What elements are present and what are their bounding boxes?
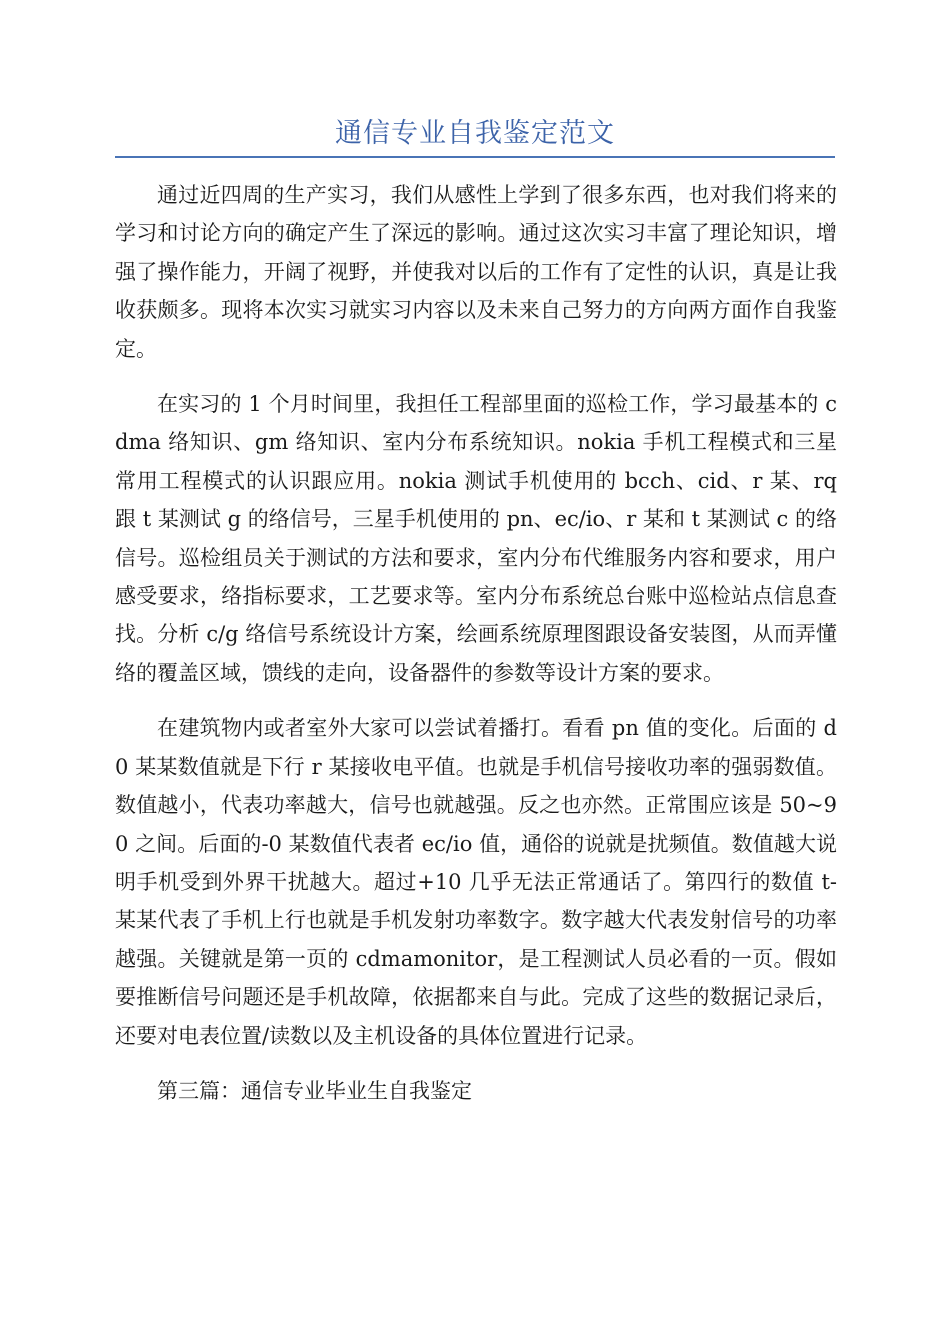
paragraph-signal-testing: 在建筑物内或者室外大家可以尝试着播打。看看 pn 值的变化。后面的 d0 某某数值就是下行 r 某接收电平值。也就是手机信号接收功率的强弱数值。数值越小，代表功率越大，信号也就越强。反之也亦然。正常围应该是 50~90 之间。后面的-0 某数值代表者 ec/io 值，通俗的说就是扰频值。数值越大说明手机受到外界干扰越大。超过+10 几乎无法正常通话了。第四行的数值 t-某某代表了手机上行也就是手机发射功率数字。数字越大代表发射信号的功率越强。关键就是第一页的 cdmamonitor，是工程测试人员必看的一页。假如要推断信号问题还是手机故障，依据都来自与此。完成了这些的数据记录后，还要对电表位置/读数以及主机设备的具体位置进行记录。 — [115, 716, 837, 1048]
paragraph-section-heading: 第三篇：通信专业毕业生自我鉴定 — [157, 1078, 472, 1103]
document-body — [115, 176, 837, 1127]
title-block — [115, 112, 835, 158]
paragraph-intro: 通过近四周的生产实习，我们从感性上学到了很多东西，也对我们将来的学习和讨论方向的确定产生了深远的影响。通过这次实习丰富了理论知识，增强了操作能力，开阔了视野，并使我对以后的工作有了定性的认识，真是让我收获颇多。现将本次实习就实习内容以及未来自己努力的方向两方面作自我鉴定。 — [115, 183, 837, 361]
paragraph-internship-work: 在实习的 1 个月时间里，我担任工程部里面的巡检工作，学习最基本的 cdma 络知识、gm 络知识、室内分布系统知识。nokia 手机工程模式和三星常用工程模式的认识跟应用。nokia 测试手机使用的 bcch、cid、r 某、rq 跟 t 某测试 g 的络信号，三星手机使用的 pn、ec/io、r 某和 t 某测试 c 的络信号。巡检组员关于测试的方法和要求，室内分布代维服务内容和要求，用户感受要求，络指标要求，工艺要求等。室内分布系统总台账中巡检站点信息查找。分析 c/g 络信号系统设计方案，绘画系统原理图跟设备安装图，从而弄懂络的覆盖区域，馈线的走向，设备器件的参数等设计方案的要求。 — [115, 392, 837, 685]
page-title: 通信专业自我鉴定范文 — [335, 118, 615, 149]
